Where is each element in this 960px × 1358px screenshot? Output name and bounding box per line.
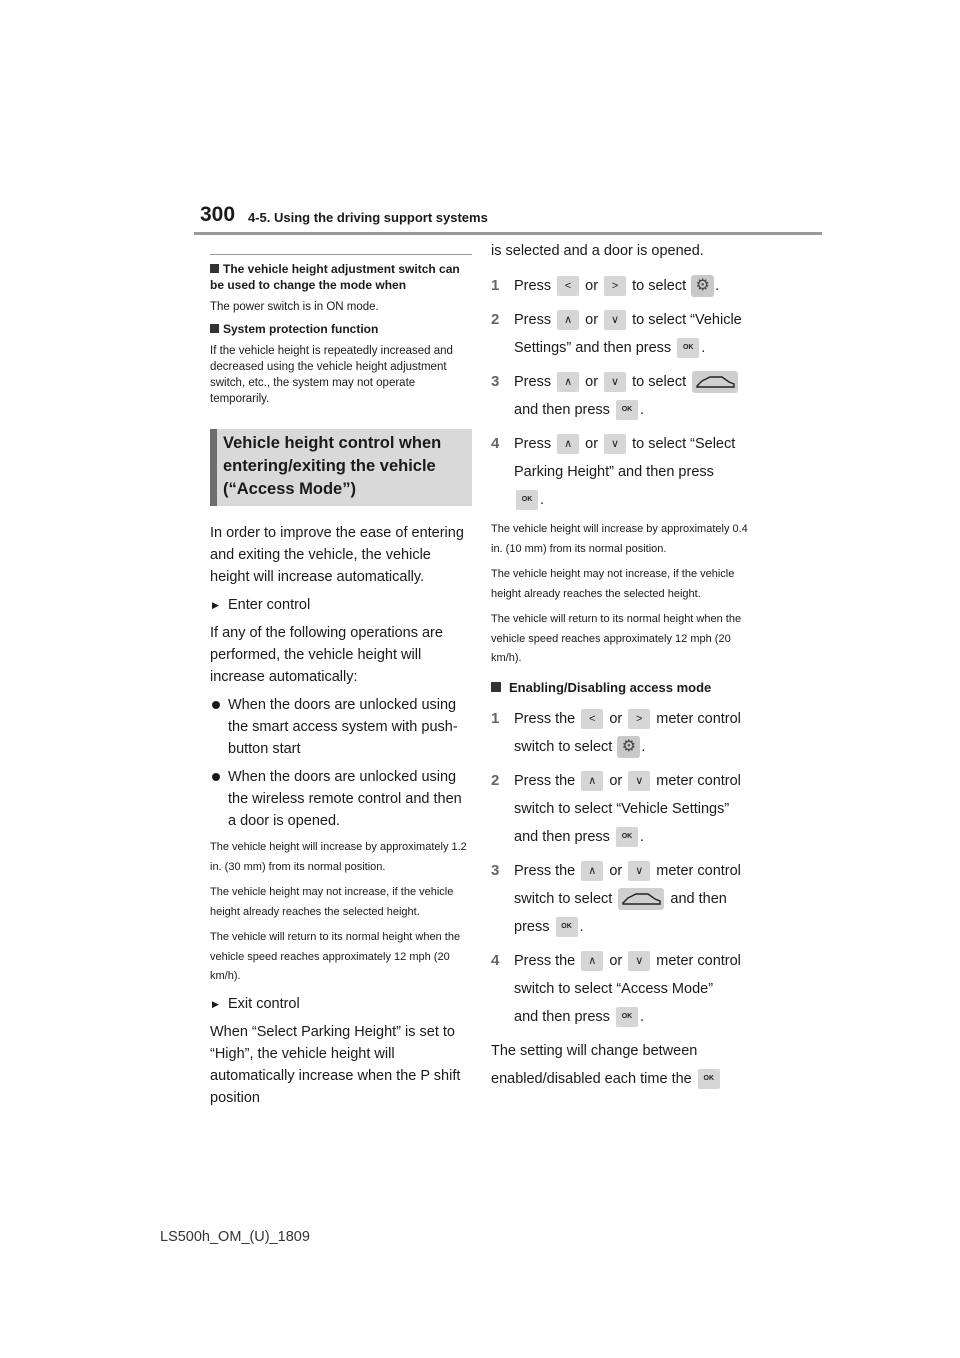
note-height-limit-right: The vehicle height may not increase, if the vehicle height already reaches the selected height. xyxy=(491,568,735,600)
closing-text: The setting will change between enabled/disabled each time the OK xyxy=(491,1037,753,1093)
intro-text: In order to improve the ease of entering and exiting the vehicle, the vehicle height will increase automatically. xyxy=(210,525,464,585)
left-column xyxy=(210,254,472,1115)
note-height-increase: The vehicle height will increase by approximately 1.2 in. (30 mm) from its normal position. xyxy=(210,841,467,873)
enter-control-label: ▶ Enter control xyxy=(210,594,472,616)
up-arrow-key-icon: ∧ xyxy=(581,951,603,971)
step-a2: 2 Press ∧ or ∨ to select “Vehicle Settings” and then press OK . xyxy=(491,306,753,362)
settings-gear-icon: ⚙ xyxy=(691,275,714,297)
up-arrow-key-icon: ∧ xyxy=(581,771,603,791)
exit-control-text: When “Select Parking Height” is set to “High”, the vehicle height will automatically increase when the P shift position xyxy=(210,1023,461,1106)
text-power-switch: The power switch is in ON mode. xyxy=(210,301,379,313)
square-bullet-icon xyxy=(491,682,501,692)
left-arrow-key-icon: < xyxy=(581,709,603,729)
square-bullet-icon xyxy=(210,264,219,273)
right-arrow-key-icon: > xyxy=(628,709,650,729)
note-return-height-right: The vehicle will return to its normal height when the vehicle speed reaches approximately 12 mph (20 km/h). xyxy=(491,613,742,664)
down-arrow-key-icon: ∨ xyxy=(604,310,626,330)
bullet-wireless-remote: When the doors are unlocked using the wireless remote control and then a door is opened. xyxy=(210,766,472,832)
square-bullet-icon xyxy=(210,324,219,333)
note-height-increase-right: The vehicle height will increase by approximately 0.4 in. (10 mm) from its normal position. xyxy=(491,523,748,555)
step-b1: 1 Press the < or > meter control switch to select ⚙ . xyxy=(491,705,753,761)
up-arrow-key-icon: ∧ xyxy=(581,861,603,881)
up-arrow-key-icon: ∧ xyxy=(557,310,579,330)
step-a3: 3 Press ∧ or ∨ to select and then press OK . xyxy=(491,368,753,424)
down-arrow-key-icon: ∨ xyxy=(604,434,626,454)
enter-control-text: If any of the following operations are performed, the vehicle height will increase automatically: xyxy=(210,625,443,685)
ok-key-icon: OK xyxy=(616,827,638,847)
right-column xyxy=(491,240,753,1099)
note-height-limit: The vehicle height may not increase, if the vehicle height already reaches the selected height. xyxy=(210,886,454,918)
header-divider xyxy=(194,232,822,235)
exit-control-label: ▶ Exit control xyxy=(210,993,472,1015)
ok-key-icon: OK xyxy=(516,490,538,510)
left-arrow-key-icon: < xyxy=(557,276,579,296)
ok-key-icon: OK xyxy=(556,917,578,937)
down-arrow-key-icon: ∨ xyxy=(628,951,650,971)
document-code: LS500h_OM_(U)_1809 xyxy=(160,1229,310,1245)
bullet-smart-access: When the doors are unlocked using the smart access system with push-button start xyxy=(210,694,472,760)
subheading-enable-disable: Enabling/Disabling access mode xyxy=(491,679,753,697)
down-arrow-key-icon: ∨ xyxy=(628,771,650,791)
step-b4: 4 Press the ∧ or ∨ meter control switch to select “Access Mode” and then press OK . xyxy=(491,947,753,1031)
step-b3: 3 Press the ∧ or ∨ meter control switch to select and then press OK . xyxy=(491,857,753,941)
right-arrow-key-icon: > xyxy=(604,276,626,296)
section-title: 4-5. Using the driving support systems xyxy=(248,210,488,225)
settings-gear-icon: ⚙ xyxy=(617,736,640,758)
step-b2: 2 Press the ∧ or ∨ meter control switch to select “Vehicle Settings” and then press OK . xyxy=(491,767,753,851)
up-arrow-key-icon: ∧ xyxy=(557,434,579,454)
subheading-mode-switch: The vehicle height adjustment switch can be used to change the mode when xyxy=(210,262,460,292)
ok-key-icon: OK xyxy=(677,338,699,358)
down-arrow-key-icon: ∨ xyxy=(604,372,626,392)
subheading-system-protection: System protection function xyxy=(210,321,472,337)
page-number: 300 xyxy=(200,203,236,226)
continued-text: is selected and a door is opened. xyxy=(491,243,704,259)
note-return-height: The vehicle will return to its normal height when the vehicle speed reaches approximately 12 mph (20 km/h). xyxy=(210,931,461,982)
ok-key-icon: OK xyxy=(616,400,638,420)
up-arrow-key-icon: ∧ xyxy=(557,372,579,392)
step-a1: 1 Press < or > to select ⚙ . xyxy=(491,272,753,300)
ok-key-icon: OK xyxy=(698,1069,720,1089)
text-system-protection: If the vehicle height is repeatedly increased and decreased using the vehicle height adjustment switch, etc., the system may not operate temporarily. xyxy=(210,345,453,405)
down-arrow-key-icon: ∨ xyxy=(628,861,650,881)
vehicle-height-icon xyxy=(692,371,738,393)
column-divider xyxy=(210,254,472,255)
ok-key-icon: OK xyxy=(616,1007,638,1027)
vehicle-height-icon xyxy=(618,888,664,910)
access-mode-heading: Vehicle height control when entering/exiting the vehicle (“Access Mode”) xyxy=(210,429,472,506)
step-a4: 4 Press ∧ or ∨ to select “Select Parking Height” and then press OK . xyxy=(491,430,753,514)
